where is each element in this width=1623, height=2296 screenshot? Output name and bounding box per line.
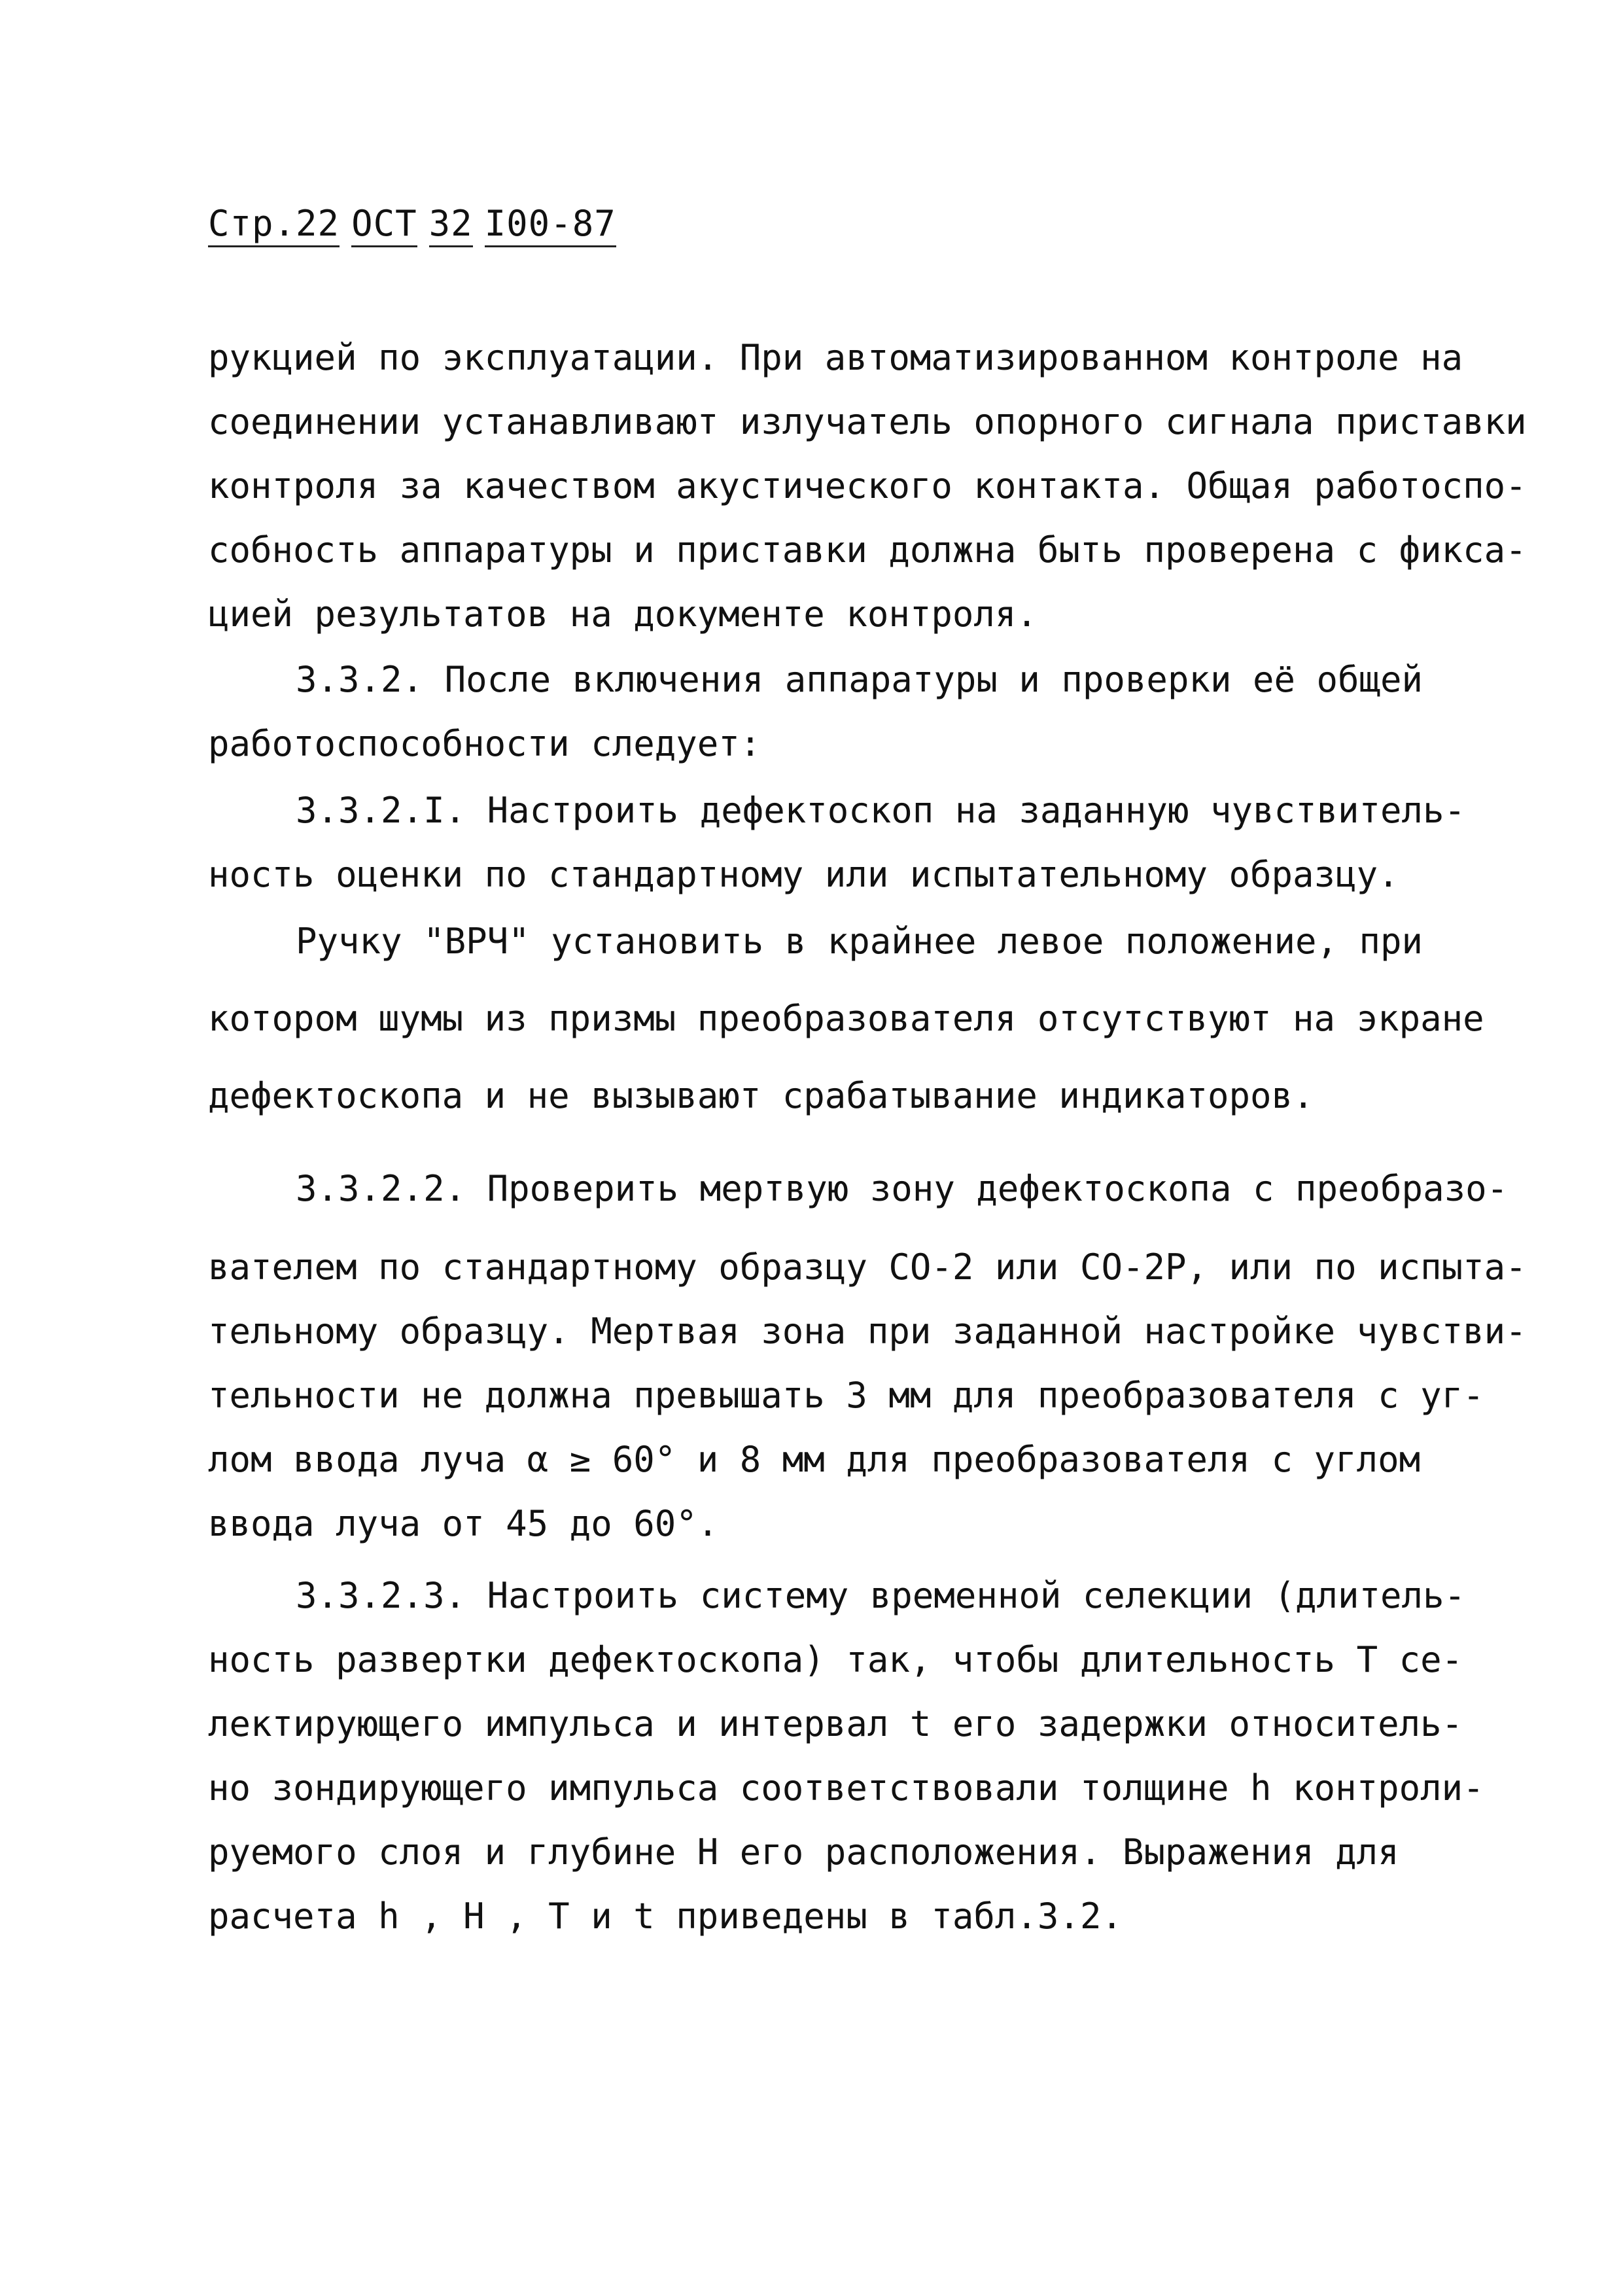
text-line: ность оценки по стандартному или испытательному образцу.: [208, 854, 1399, 895]
standard-number-part1: 32: [429, 203, 473, 247]
text-line: 3.3.2. После включения аппаратуры и проверки её общей: [296, 659, 1423, 700]
page-header: [208, 203, 628, 247]
text-line: расчета h , H , T и t приведены в табл.3.2.: [208, 1896, 1123, 1937]
text-line: тельному образцу. Мертвая зона при заданной настройке чувстви-: [208, 1311, 1527, 1352]
text-line: тельности не должна превышать 3 мм для преобразователя с уг-: [208, 1375, 1484, 1416]
text-line: ввода луча от 45 до 60°.: [208, 1503, 719, 1544]
text-line: контроля за качеством акустического контакта. Общая работоспо-: [208, 465, 1527, 506]
page-number: Стр.22: [208, 203, 340, 247]
text-line: 3.3.2.3. Настроить систему временной селекции (длитель-: [296, 1575, 1466, 1616]
text-line: котором шумы из призмы преобразователя отсутствуют на экране: [208, 998, 1484, 1039]
text-line: вателем по стандартному образцу СО-2 или СО-2Р, или по испыта-: [208, 1246, 1527, 1288]
text-line: Ручку "ВРЧ" установить в крайнее левое положение, при: [296, 921, 1423, 962]
standard-code: ОСТ: [351, 203, 417, 247]
text-line: 3.3.2.I. Настроить дефектоскоп на заданную чувствитель-: [296, 790, 1466, 831]
text-line: дефектоскопа и не вызывают срабатывание индикаторов.: [208, 1075, 1314, 1116]
text-line: цией результатов на документе контроля.: [208, 593, 1038, 635]
text-line: соединении устанавливают излучатель опорного сигнала приставки: [208, 401, 1527, 442]
text-line: собность аппаратуры и приставки должна быть проверена с фикса-: [208, 529, 1527, 571]
text-line: руемого слоя и глубине H его расположения. Выражения для: [208, 1831, 1399, 1873]
text-line: лектирующего импульса и интервал t его задержки относитель-: [208, 1703, 1463, 1744]
text-line: ность развертки дефектоскопа) так, чтобы длительность T се-: [208, 1639, 1463, 1680]
text-line: 3.3.2.2. Проверить мертвую зону дефектоскопа с преобразо-: [296, 1168, 1509, 1209]
text-line: работоспособности следует:: [208, 723, 761, 764]
text-line: рукцией по эксплуатации. При автоматизированном контроле на: [208, 337, 1463, 378]
text-line: лом ввода луча α ≥ 60° и 8 мм для преобразователя с углом: [208, 1439, 1421, 1480]
text-line: но зондирующего импульса соответствовали толщине h контроли-: [208, 1767, 1484, 1809]
standard-number-part2: I00-87: [485, 203, 616, 247]
